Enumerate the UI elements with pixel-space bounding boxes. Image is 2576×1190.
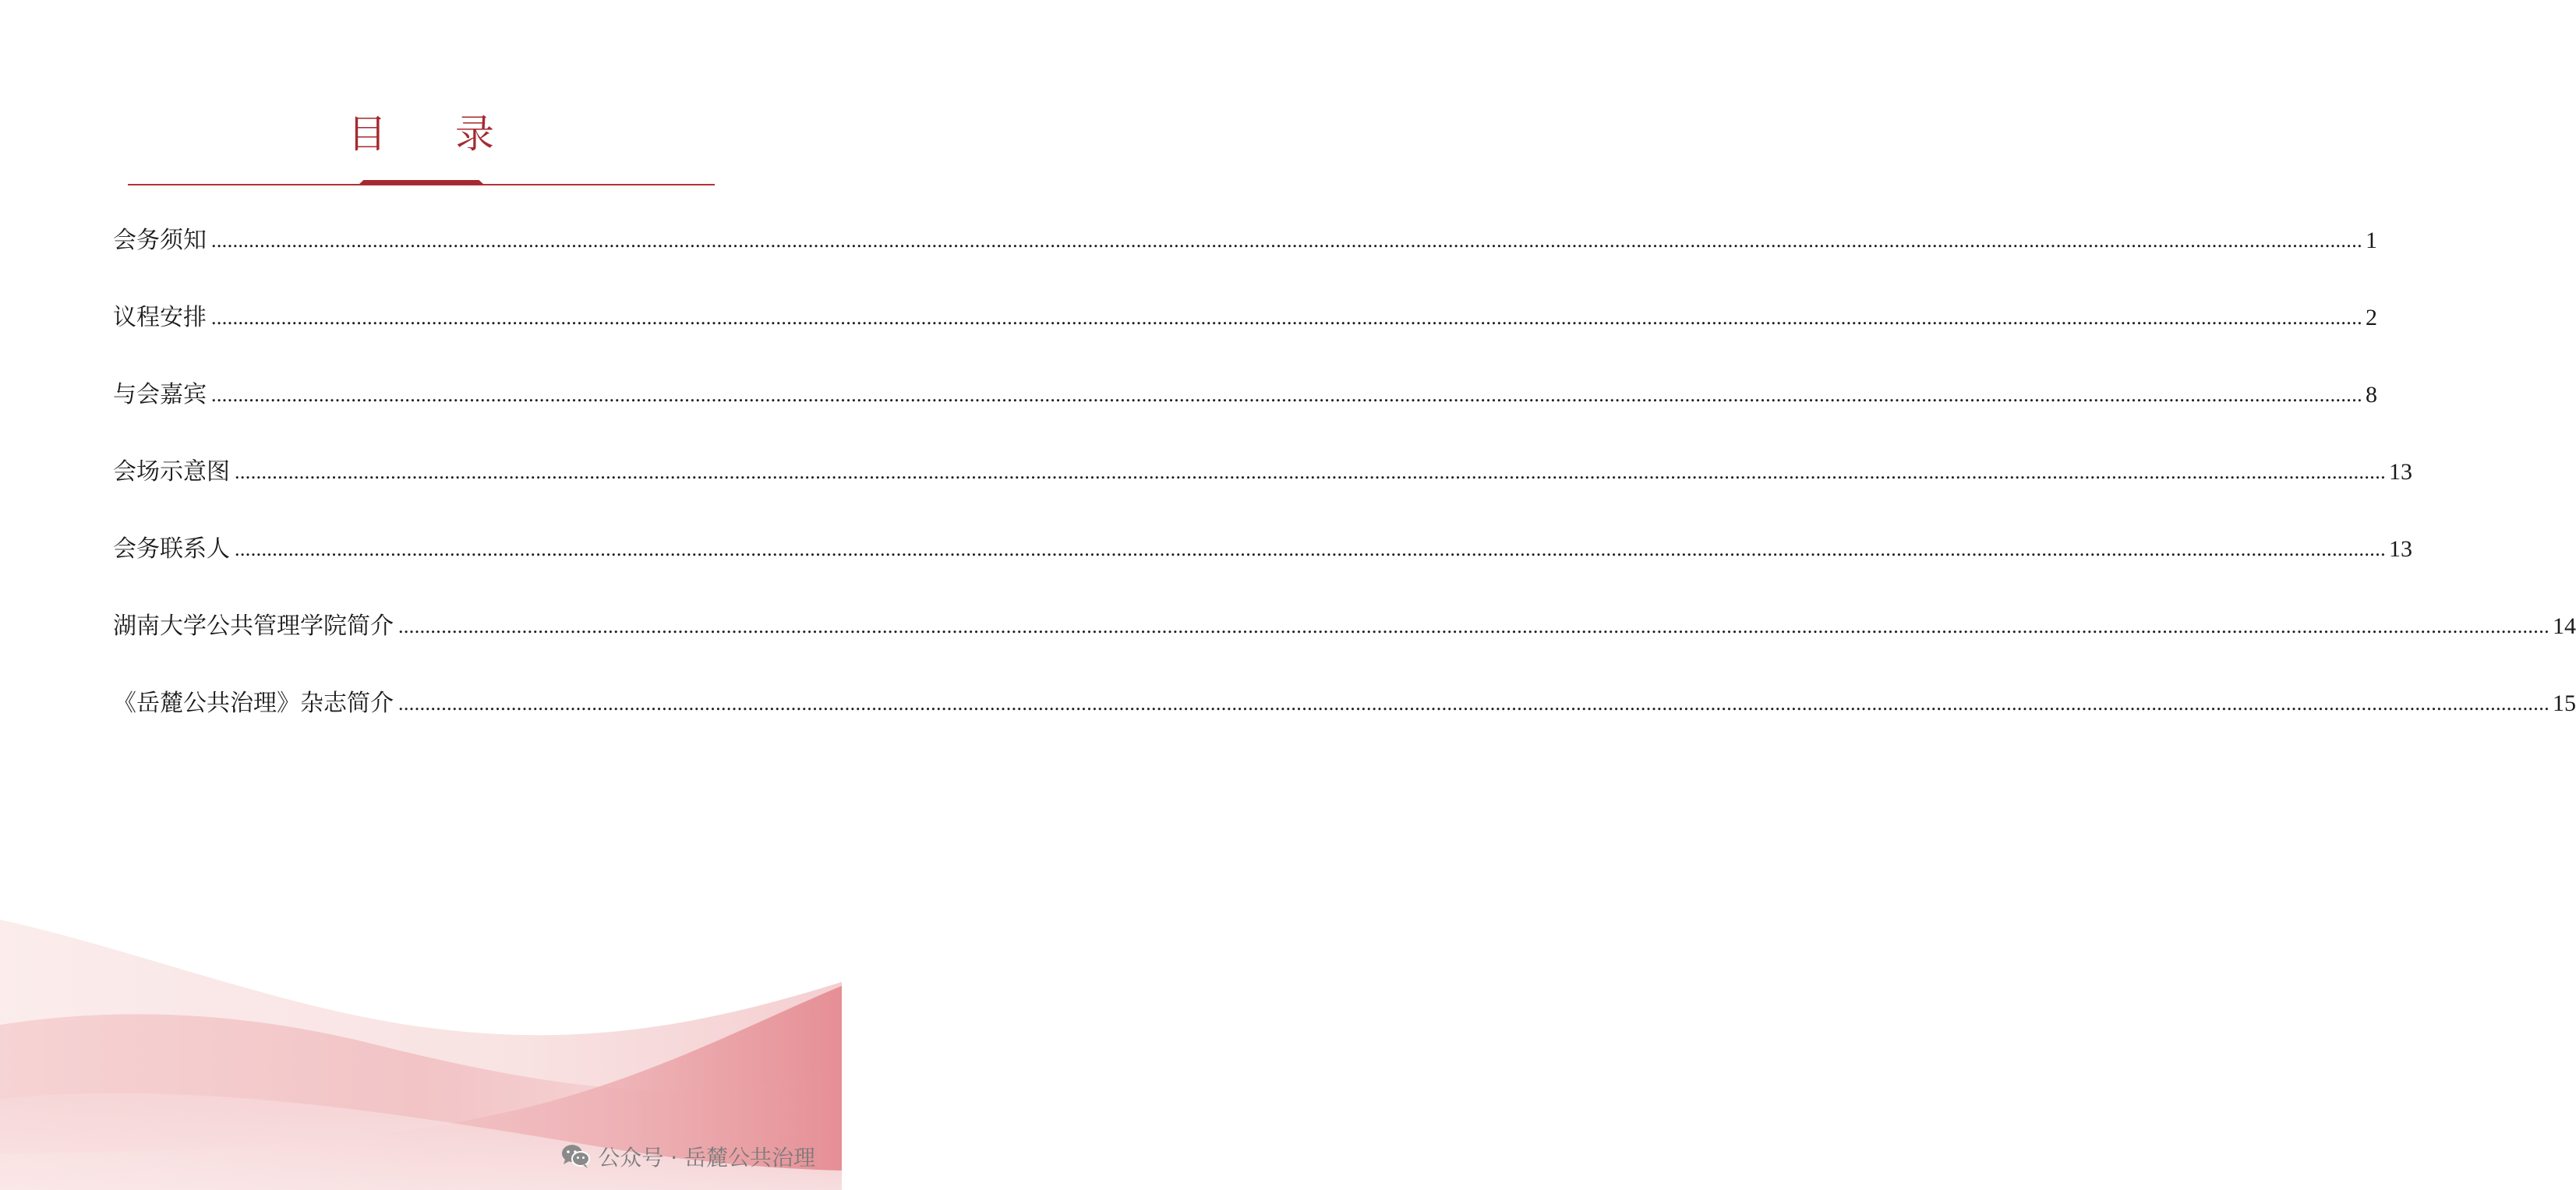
toc-leader-dots: ................................................................................................................................................................................................................................................................................................................................................................................................................ <box>235 461 2386 483</box>
toc-entry-label: 会场示意图 <box>113 458 230 486</box>
wechat-icon <box>560 1143 592 1170</box>
table-of-contents <box>113 223 2576 763</box>
toc-leader-dots: ................................................................................................................................................................................................................................................................................................................................................................................................................ <box>235 538 2386 560</box>
toc-entry-label: 与会嘉宾 <box>113 381 207 408</box>
toc-entry-label: 会务联系人 <box>113 535 230 563</box>
toc-entry-page: 13 <box>2389 536 2412 562</box>
toc-entry-page: 15 <box>2553 690 2576 716</box>
page-title: 目 录 <box>348 111 522 157</box>
toc-entry[interactable] <box>113 223 2377 300</box>
toc-leader-dots: ................................................................................................................................................................................................................................................................................................................................................................................................................ <box>398 615 2549 637</box>
toc-entry[interactable] <box>113 454 2412 531</box>
toc-entry-label: 《岳麓公共治理》杂志简介 <box>113 690 394 717</box>
toc-entry-label: 议程安排 <box>113 304 207 331</box>
toc-entry[interactable] <box>113 609 2576 686</box>
toc-entry-label: 会务须知 <box>113 227 207 254</box>
toc-entry[interactable] <box>113 531 2412 609</box>
toc-entry-page: 1 <box>2366 228 2377 253</box>
toc-entry[interactable] <box>113 300 2377 377</box>
toc-entry-label: 湖南大学公共管理学院简介 <box>113 613 394 640</box>
toc-entry-page: 8 <box>2366 382 2377 408</box>
toc-leader-dots: ................................................................................................................................................................................................................................................................................................................................................................................................................ <box>211 229 2362 252</box>
wechat-watermark <box>560 1139 815 1174</box>
title-divider-accent <box>359 180 484 185</box>
toc-entry[interactable] <box>113 377 2377 454</box>
toc-leader-dots: ................................................................................................................................................................................................................................................................................................................................................................................................................ <box>211 383 2362 406</box>
toc-entry-page: 14 <box>2553 613 2576 639</box>
toc-leader-dots: ................................................................................................................................................................................................................................................................................................................................................................................................................ <box>398 692 2549 715</box>
toc-entry[interactable] <box>113 686 2576 763</box>
toc-entry-page: 2 <box>2366 305 2377 330</box>
toc-leader-dots: ................................................................................................................................................................................................................................................................................................................................................................................................................ <box>211 306 2362 329</box>
toc-entry-page: 13 <box>2389 459 2412 485</box>
watermark-text: 公众号 · 岳麓公共治理 <box>598 1145 815 1171</box>
